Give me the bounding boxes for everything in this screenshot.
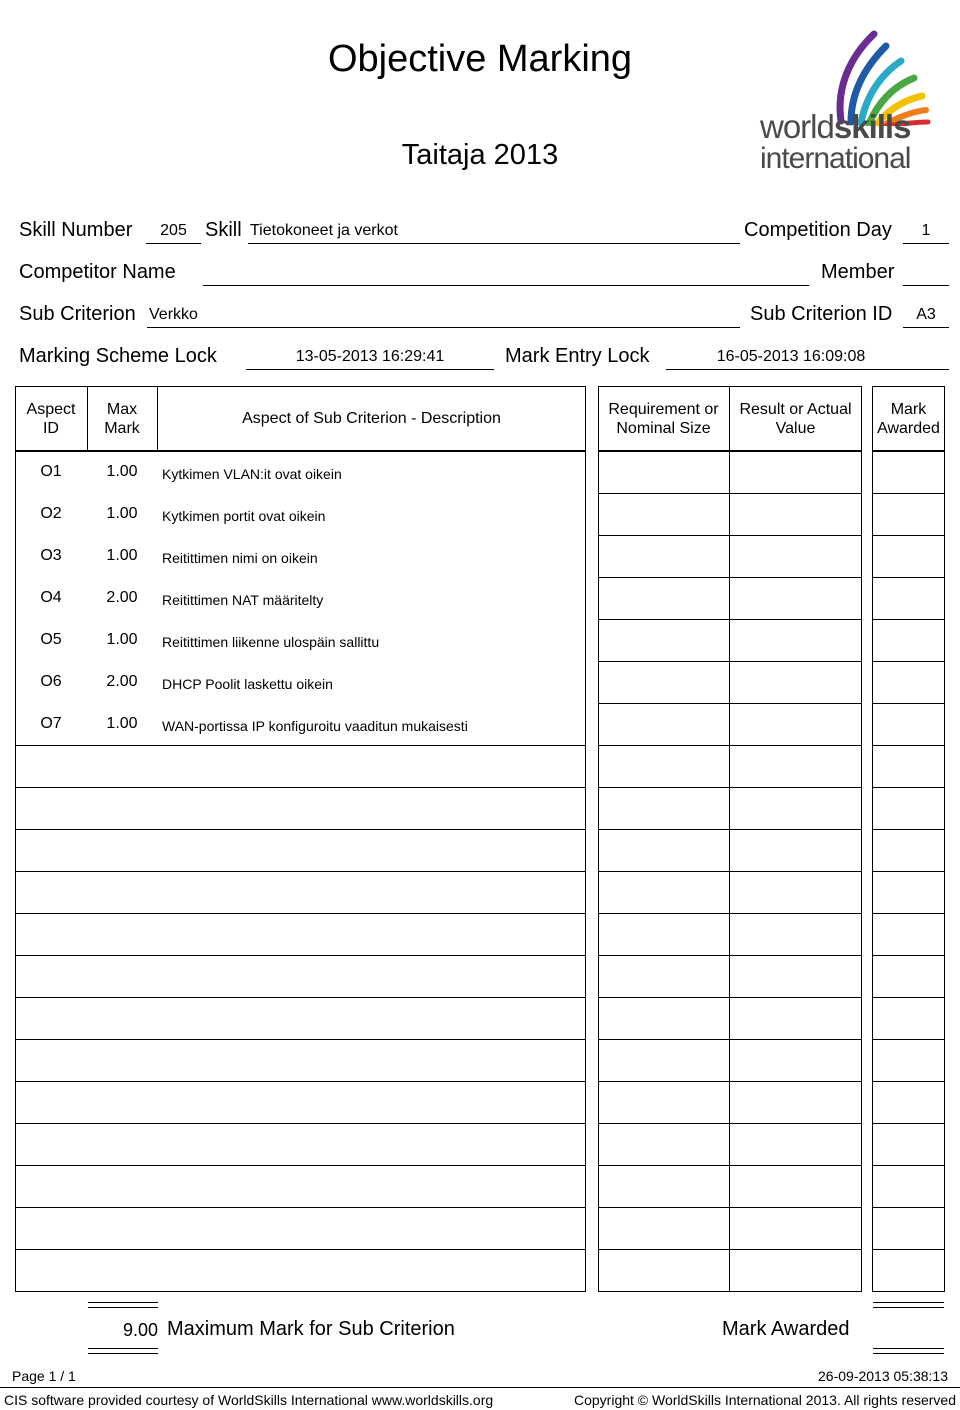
aspect-id: O5 [40,631,62,648]
competition-day-value: 1 [921,222,931,239]
mark-entry-lock-underline [666,369,949,370]
marking-scheme-lock-underline [246,369,494,370]
table-row-divider-left [15,787,586,788]
aspect-id: O2 [40,505,62,522]
table-row-divider-middle [598,703,862,704]
table-row-divider-left [15,997,586,998]
column-header-mark-awarded: Mark Awarded [877,400,940,437]
competitor-name-underline [203,285,809,286]
table-row-divider-middle [598,829,862,830]
column-header-requirement: Requirement or Nominal Size [608,400,719,437]
max-mark: 1.00 [106,505,138,522]
sub-criterion-label: Sub Criterion [19,303,136,325]
table-row-divider-right [872,955,945,956]
marking-scheme-lock-label: Marking Scheme Lock [19,345,217,367]
sub-criterion-id-label: Sub Criterion ID [750,303,893,325]
aspect-description: Reitittimen nimi on oikein [162,550,318,566]
column-header-max-mark: Max Mark [104,400,140,437]
logo-text-international: international [760,142,911,175]
sub-criterion-underline [147,327,740,328]
footer-credit: CIS software provided courtesy of WorldSkills International www.worldskills.org [4,1392,494,1408]
table-row-divider-right [872,1123,945,1124]
mark-entry-lock-value: 16-05-2013 16:09:08 [716,348,866,365]
table-row-divider-right [872,493,945,494]
mark-entry-lock-label: Mark Entry Lock [505,345,650,367]
footer-copyright: Copyright © WorldSkills International 2013. All rights reserved [573,1392,956,1408]
max-mark: 2.00 [106,673,138,690]
aspect-id: O1 [40,463,62,480]
footer-rule [0,1387,960,1388]
aspect-description: Reitittimen NAT määritelty [162,592,324,608]
table-row [15,577,586,619]
table-row-divider-right [872,619,945,620]
table-row-divider-right [872,1249,945,1250]
table-row [15,535,586,577]
competition-day-label: Competition Day [744,219,892,241]
table-row-divider-middle [598,871,862,872]
max-mark: 1.00 [106,715,138,732]
aspect-id: O6 [40,673,62,690]
table-row-divider-left [15,1165,586,1166]
aspect-id: O7 [40,715,62,732]
awarded-bottom-double-line [873,1348,944,1354]
skill-label: Skill [205,219,242,241]
column-header-aspect-id: Aspect ID [26,400,76,437]
table-row-divider-right [872,703,945,704]
column-header-result: Result or Actual Value [739,400,852,437]
table-row-divider-right [872,1207,945,1208]
table-row-divider-left [15,955,586,956]
aspect-description: Kytkimen VLAN:it ovat oikein [162,466,342,482]
table-row-divider-right [872,1039,945,1040]
table-row-divider-middle [598,787,862,788]
table-row-divider-middle [598,1039,862,1040]
table-row [15,661,586,703]
column-header-description: Aspect of Sub Criterion - Description [242,410,501,427]
table-row [15,451,586,493]
table-row-divider-left [15,913,586,914]
max-mark: 1.00 [106,463,138,480]
table-row-divider-middle [598,1249,862,1250]
aspect-description: DHCP Poolit laskettu oikein [162,676,333,692]
table-row-divider-left [15,1123,586,1124]
table-row-divider-right [872,661,945,662]
aspect-id: O3 [40,547,62,564]
competitor-name-label: Competitor Name [19,261,176,283]
table-row-divider-left [15,1207,586,1208]
table-row [15,619,586,661]
table-row-divider-middle [598,535,862,536]
worldskills-logo [756,26,936,176]
table-row-divider-left [15,745,586,746]
table-row-divider-right [872,1165,945,1166]
page-number: Page 1 / 1 [12,1368,76,1384]
aspect-description: WAN-portissa IP konfiguroitu vaaditun mukaisesti [162,718,468,734]
table-row-divider-middle [598,955,862,956]
aspect-description: Kytkimen portit ovat oikein [162,508,326,524]
skill-name-value: Tietokoneet ja verkot [250,222,398,239]
table-row-divider-left [15,829,586,830]
table-row-divider-right [872,913,945,914]
table-row-divider-middle [598,745,862,746]
max-mark: 1.00 [106,547,138,564]
logo-text-skills: skills [833,108,911,145]
print-timestamp: 26-09-2013 05:38:13 [818,1368,948,1384]
sub-criterion-id-value: A3 [916,306,936,323]
member-underline [903,285,949,286]
table-row-divider-right [872,787,945,788]
table-row-divider-middle [598,1165,862,1166]
table-row-divider-middle [598,661,862,662]
table-row-divider-middle [598,1207,862,1208]
table-row-divider-left [15,1039,586,1040]
skill-number-underline [146,243,201,244]
marking-scheme-lock-value: 13-05-2013 16:29:41 [295,348,445,365]
table-row-divider-right [872,871,945,872]
table-row-divider-left [15,1081,586,1082]
member-label: Member [821,261,895,283]
table-row-divider-middle [598,577,862,578]
table-row-divider-right [872,745,945,746]
total-top-double-line [88,1302,158,1308]
competition-day-underline [903,243,949,244]
document-subtitle: Taitaja 2013 [401,139,559,171]
awarded-top-double-line [873,1302,944,1308]
table-row-divider-middle [598,913,862,914]
mark-awarded-total-label: Mark Awarded [722,1318,850,1340]
table-row-divider-middle [598,1123,862,1124]
sub-criterion-value: Verkko [149,306,198,323]
table-row-divider-middle [598,493,862,494]
table-row-divider-left [15,871,586,872]
total-bottom-double-line [88,1348,158,1354]
skill-number-label: Skill Number [19,219,133,241]
table-row-divider-right [872,577,945,578]
skill-number-value: 205 [160,222,187,239]
aspect-description: Reitittimen liikenne ulospäin sallittu [162,634,380,650]
table-row [15,493,586,535]
document-title: Objective Marking [327,38,633,80]
table-row-divider-middle [598,619,862,620]
table-row-divider-right [872,997,945,998]
table-row-divider-middle [598,997,862,998]
skill-name-underline [248,243,740,244]
table-row-divider-right [872,829,945,830]
aspect-id: O4 [40,589,62,606]
table-row-divider-right [872,1081,945,1082]
sub-criterion-id-underline [903,327,949,328]
max-mark: 2.00 [106,589,138,606]
table-row-divider-left [15,1249,586,1250]
max-total-value: 9.00 [122,1320,158,1340]
max-mark: 1.00 [106,631,138,648]
table-row-divider-right [872,535,945,536]
table-row [15,703,586,745]
max-total-label: Maximum Mark for Sub Criterion [167,1318,455,1340]
table-row-divider-middle [598,1081,862,1082]
logo-text-world: world [760,108,834,145]
